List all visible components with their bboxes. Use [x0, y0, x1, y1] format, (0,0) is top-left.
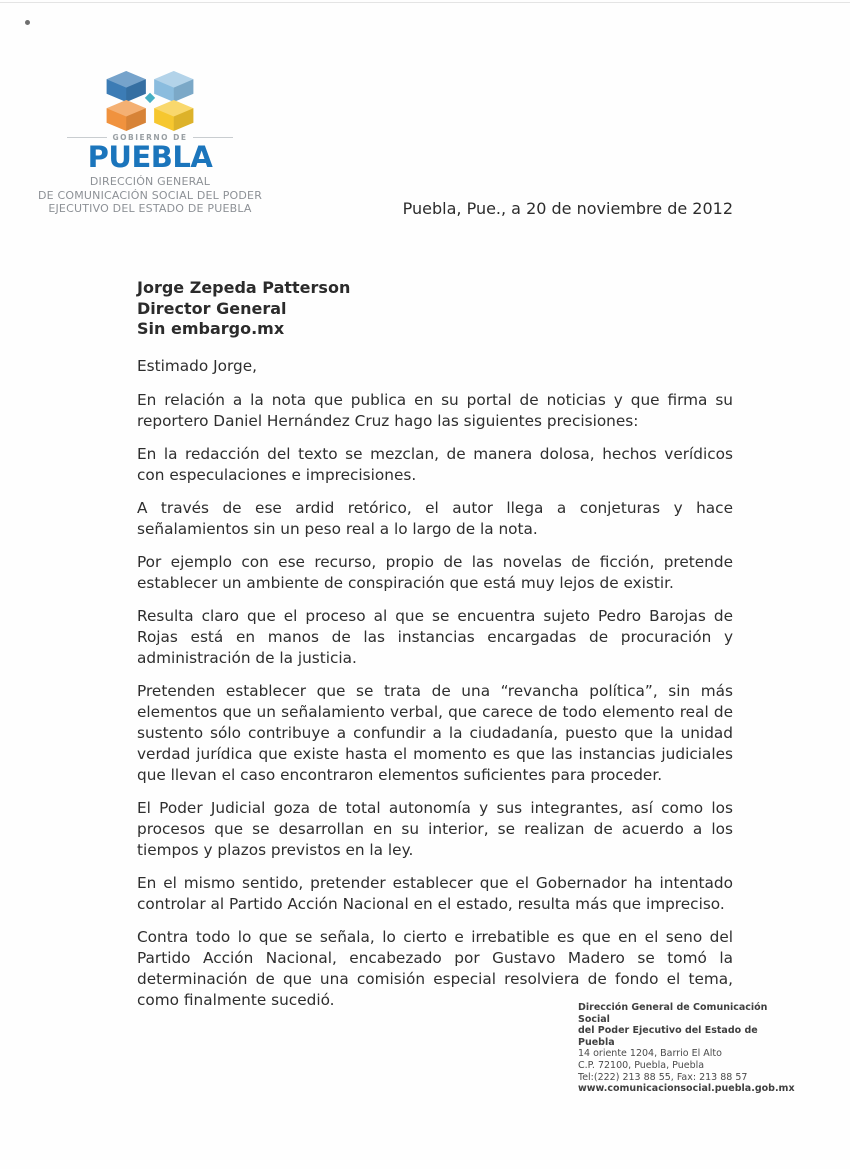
puebla-government-logo-icon [100, 70, 200, 132]
footer-website-line: www.comunicacionsocial.puebla.gob.mx [578, 1083, 795, 1095]
letter-body [137, 390, 733, 1023]
paragraph-5: Resulta claro que el proceso al que se encuentra sujeto Pedro Barojas de Rojas está en manos de las instancias encargadas de procuración y administración de la justicia. [137, 607, 733, 667]
logo-cube-orange [107, 100, 146, 131]
paragraph-1: En relación a la nota que publica en su portal de noticias y que firma su reportero Daniel Hernández Cruz hago las siguientes precisiones: [137, 391, 733, 430]
salutation: Estimado Jorge, [137, 357, 257, 375]
recipient-name: Jorge Zepeda Patterson [137, 278, 351, 297]
recipient-title: Director General [137, 298, 287, 318]
scan-dot-artifact [25, 20, 30, 25]
recipient-block [137, 278, 350, 340]
footer-org-line-2: del Poder Ejecutivo del Estado de Puebla [578, 1025, 758, 1048]
footer-org-line-1: Dirección General de Comunicación Social [578, 1002, 768, 1025]
footer-contact-block [578, 1002, 795, 1095]
paragraph-6: Pretenden establecer que se trata de una “revancha política”, sin más elementos que un señalamiento verbal, que carece de todo elemento real de sustento sólo contribuye a confundir a la ciudadanía, puesto que la unidad verdad jurídica que existe hasta el momento es que las instancias judiciales que llevan el caso encontraron elementos suficientes para proceder. [137, 682, 733, 784]
paragraph-2: En la redacción del texto se mezclan, de manera dolosa, hechos verídicos con especulaciones e imprecisiones. [137, 445, 733, 484]
logo-cube-light-blue [154, 71, 193, 102]
org-line-3: EJECUTIVO DEL ESTADO DE PUEBLA [48, 202, 252, 215]
paragraph-8: En el mismo sentido, pretender establecer que el Gobernador ha intentado controlar al Partido Acción Nacional en el estado, resulta más que impreciso. [137, 874, 733, 913]
paragraph-4: Por ejemplo con ese recurso, propio de las novelas de ficción, pretende establecer un ambiente de conspiración que está muy lejos de existir. [137, 553, 733, 592]
state-name-wordmark: PUEBLA [87, 140, 213, 174]
recipient-organization: Sin embargo.mx [137, 319, 285, 338]
letterhead [28, 70, 272, 216]
dateline: Puebla, Pue., a 20 de noviembre de 2012 [402, 199, 733, 218]
org-line-2: DE COMUNICACIÓN SOCIAL DEL PODER [37, 188, 263, 202]
right-dash [193, 137, 233, 138]
footer-phone-line: Tel:(222) 213 88 55, Fax: 213 88 57 [578, 1071, 748, 1083]
logo-cube-yellow [154, 100, 193, 131]
paragraph-9: Contra todo lo que se señala, lo cierto e irrebatible es que en el seno del Partido Acción Nacional, encabezado por Gustavo Madero se tomó la determinación de que una comisión especial resolviera de fondo el tema, como finalmente sucedió. [137, 928, 733, 1009]
footer-postal-line: C.P. 72100, Puebla, Puebla [578, 1059, 705, 1071]
logo-center-diamond-teal [145, 93, 155, 103]
org-line-1: DIRECCIÓN GENERAL [89, 175, 211, 188]
gobierno-de-label: GOBIERNO DE [112, 133, 188, 142]
scan-edge-artifact [0, 2, 850, 3]
paragraph-3: A través de ese ardid retórico, el autor llega a conjeturas y hace señalamientos sin un peso real a lo largo de la nota. [137, 499, 733, 538]
logo-cube-dark-blue [107, 71, 146, 102]
footer-address-line: 14 oriente 1204, Barrio El Alto [578, 1048, 722, 1060]
left-dash [67, 137, 107, 138]
paragraph-7: El Poder Judicial goza de total autonomía y sus integrantes, así como los procesos que se desarrollan en su interior, se realizan de acuerdo a los tiempos y plazos previstos en la ley. [137, 799, 733, 859]
